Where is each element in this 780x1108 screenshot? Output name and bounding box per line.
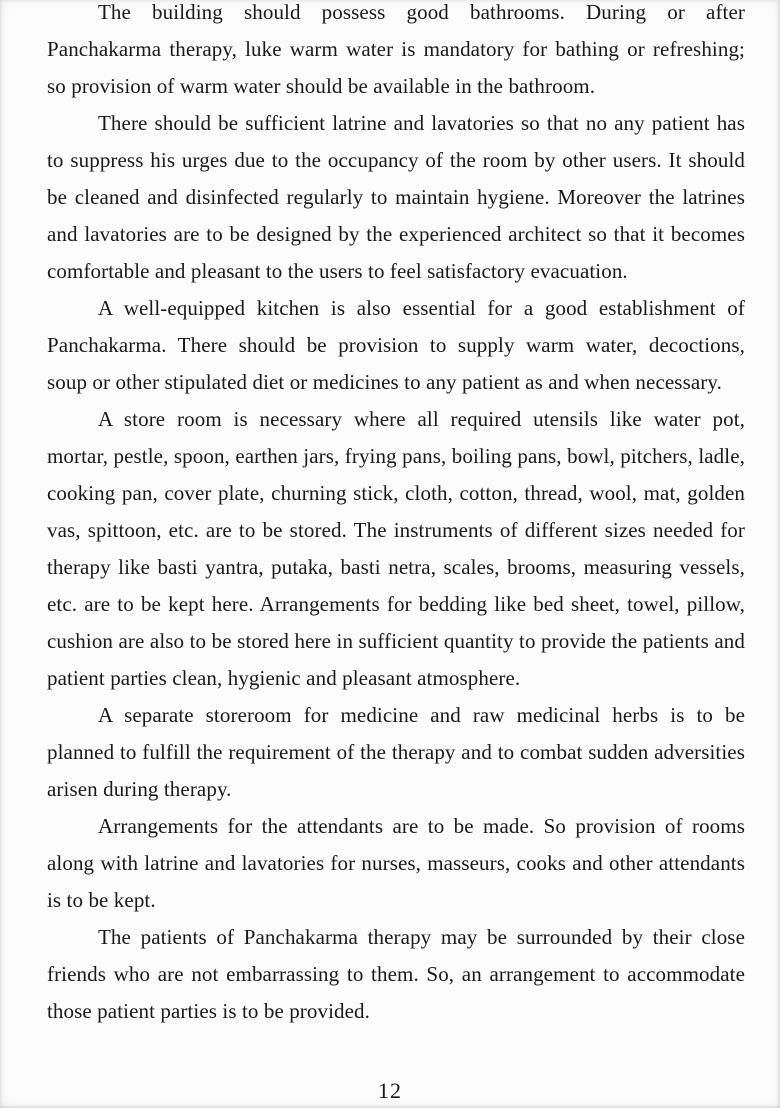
- paragraph-patient-parties: [47, 919, 745, 1030]
- paragraph-attendants: [47, 808, 745, 919]
- paragraph-latrines: [47, 105, 745, 290]
- paragraph-line: A separate storeroom for medicine and raw medicinal herbs is to be: [98, 703, 745, 727]
- paragraph-line: A well-equipped kitchen is also essential for a good establishment of: [98, 296, 745, 320]
- body-text: [47, 0, 745, 1030]
- paragraph-line: planned to fulfill the requirement of the therapy and to combat sudden adversities: [47, 740, 745, 764]
- paragraph-store-room: [47, 401, 745, 697]
- paragraph-line: Panchakarma therapy, luke warm water is mandatory for bathing or refreshing;: [47, 37, 745, 61]
- paragraph-line: along with latrine and lavatories for nurses, masseurs, cooks and other attendants: [47, 851, 745, 875]
- paragraph-line: Panchakarma. There should be provision to supply warm water, decoctions,: [47, 333, 745, 357]
- paragraph-kitchen: [47, 290, 745, 401]
- paragraph-medicine-storeroom: [47, 697, 745, 808]
- paragraph-line: The patients of Panchakarma therapy may be surrounded by their close: [98, 925, 745, 949]
- paragraph-line: etc. are to be kept here. Arrangements for bedding like bed sheet, towel, pillow,: [47, 592, 745, 616]
- paragraph-line: comfortable and pleasant to the users to feel satisfactory evacuation.: [47, 259, 628, 283]
- paragraph-line: to suppress his urges due to the occupancy of the room by other users. It should: [47, 148, 745, 172]
- paragraph-line: The building should possess good bathrooms. During or after: [98, 0, 745, 24]
- paragraph-line: arisen during therapy.: [47, 777, 232, 801]
- paragraph-line: therapy like basti yantra, putaka, basti netra, scales, brooms, measuring vessels,: [47, 555, 745, 579]
- paragraph-line: and lavatories are to be designed by the experienced architect so that it becomes: [47, 222, 745, 246]
- paragraph-line: cushion are also to be stored here in sufficient quantity to provide the patients and: [47, 629, 745, 653]
- paragraph-line: vas, spittoon, etc. are to be stored. The instruments of different sizes needed for: [47, 518, 745, 542]
- paragraph-line: patient parties clean, hygienic and pleasant atmosphere.: [47, 666, 521, 690]
- paragraph-line: so provision of warm water should be available in the bathroom.: [47, 74, 596, 98]
- page-number: 12: [378, 1078, 402, 1103]
- paragraph-line: soup or other stipulated diet or medicines to any patient as and when necessary.: [47, 370, 722, 394]
- paragraph-line: A store room is necessary where all required utensils like water pot,: [98, 407, 745, 431]
- paragraph-line: be cleaned and disinfected regularly to maintain hygiene. Moreover the latrines: [47, 185, 745, 209]
- paragraph-line: friends who are not embarrassing to them. So, an arrangement to accommodate: [47, 962, 745, 986]
- paragraph-line: is to be kept.: [47, 888, 156, 912]
- paragraph-bathrooms: [47, 0, 745, 105]
- paragraph-line: There should be sufficient latrine and lavatories so that no any patient has: [98, 111, 745, 135]
- paragraph-line: Arrangements for the attendants are to be made. So provision of rooms: [98, 814, 745, 838]
- paragraph-line: those patient parties is to be provided.: [47, 999, 371, 1023]
- paragraph-line: cooking pan, cover plate, churning stick, cloth, cotton, thread, wool, mat, golden: [47, 481, 745, 505]
- paragraph-line: mortar, pestle, spoon, earthen jars, frying pans, boiling pans, bowl, pitchers, ladle,: [47, 444, 745, 468]
